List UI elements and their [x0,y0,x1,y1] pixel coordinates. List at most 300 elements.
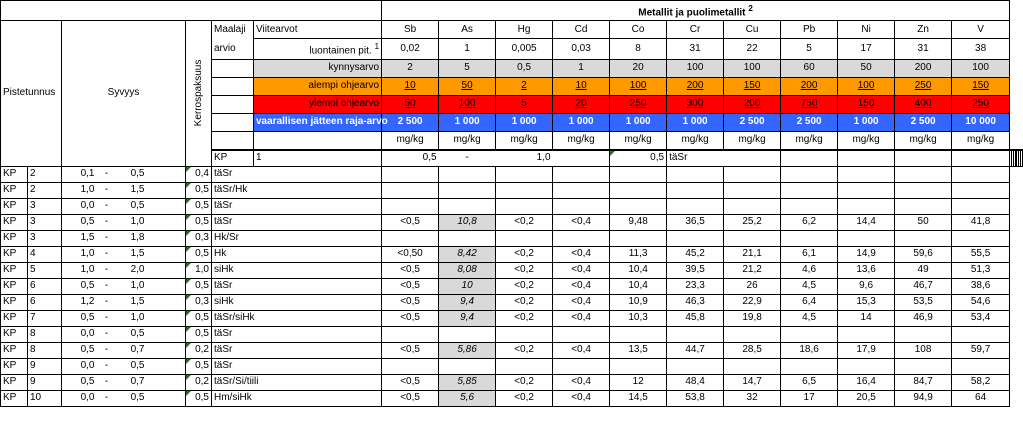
measurement-value: 9,4 [439,310,496,326]
reference-value: 5 [781,39,838,59]
depth-spacer [147,182,186,198]
measurement-value: <0,2 [496,374,553,390]
measurement-value: <0,5 [382,390,439,406]
reference-value: 0,03 [553,39,610,59]
depth-to: 0,5 [117,358,147,374]
measurement-value: 44,7 [667,342,724,358]
measurement-value: 14,5 [610,390,667,406]
soil-type: siHk [212,262,254,278]
measurement-value [781,150,838,167]
measurement-value: 5,85 [439,374,496,390]
depth-spacer [147,198,186,214]
measurement-value [838,150,895,167]
measurement-value [781,358,838,374]
measurement-value: 10,4 [610,262,667,278]
depth-from: 0,0 [62,358,97,374]
point-prefix: KP [1,262,28,278]
measurement-value: <0,5 [382,374,439,390]
measurement-value [838,166,895,182]
measurement-value [724,198,781,214]
measurement-value: 21,2 [724,262,781,278]
measurement-value: 39,5 [667,262,724,278]
header-blank [1,1,382,21]
unit-label: mg/kg [838,131,895,150]
table-row [1,342,1023,358]
reference-value: 100 [952,59,1010,77]
depth-spacer [147,246,186,262]
reference-value: 20 [553,95,610,113]
element-sb: Sb [382,21,439,39]
measurement-value: 4,6 [781,262,838,278]
reference-value: 200 [667,77,724,95]
measurement-value: 5,86 [439,342,496,358]
measurement-value: 8,08 [439,262,496,278]
measurement-value: <0,5 [382,262,439,278]
measurement-value: 53,8 [667,390,724,406]
measurement-value [439,326,496,342]
reference-value: 38 [952,39,1010,59]
soil-type: täSr [212,358,254,374]
measurement-value: <0,4 [553,374,610,390]
measurement-value: 4,5 [781,310,838,326]
header-arvio: arvio [212,39,254,59]
measurement-value: <0,4 [553,278,610,294]
depth-to: 1,8 [117,230,147,246]
point-number: 2 [28,166,62,182]
unit-label: mg/kg [553,131,610,150]
soil-type: täSr/siHk [212,310,254,326]
measurement-value: 12 [610,374,667,390]
measurement-value [724,182,781,198]
measurement-value: 50 [895,214,952,230]
depth-spacer [147,294,186,310]
measurement-value [952,150,1010,167]
measurement-value [382,166,439,182]
point-number: 8 [28,342,62,358]
soil-spacer [254,342,382,358]
layer-thickness: 0,2 [186,342,212,358]
table-row [1,198,1023,214]
measurement-value: 6,1 [781,246,838,262]
depth-from: 1,2 [62,294,97,310]
measurement-value: 46,3 [667,294,724,310]
unit-label: mg/kg [610,131,667,150]
reference-value: 1 000 [496,113,553,131]
soil-spacer [254,278,382,294]
element-v: V [952,21,1010,39]
measurement-value [838,182,895,198]
depth-dash: - [97,230,117,246]
point-number: 2 [28,182,62,198]
soil-spacer [254,358,382,374]
depth-to: 0,7 [117,374,147,390]
soil-spacer [254,326,382,342]
reference-label-sup: 1 [374,41,380,52]
measurement-value: 53,4 [952,310,1010,326]
measurement-value [952,230,1010,246]
point-number: 4 [28,246,62,262]
measurement-value: <0,2 [496,278,553,294]
soil-type: täSr [212,166,254,182]
layer-thickness: 0,2 [186,374,212,390]
header-blank [212,113,254,131]
measurement-value: <0,5 [382,294,439,310]
measurement-value: <0,2 [496,390,553,406]
measurement-value: 59,6 [895,246,952,262]
depth-to: 1,0 [117,310,147,326]
header-blank [212,95,254,113]
measurement-value: 6,2 [781,214,838,230]
depth-from: 1,0 [62,262,97,278]
reference-value: 2 500 [895,113,952,131]
depth-from: 0,0 [62,390,97,406]
measurement-value: <0,4 [553,342,610,358]
reference-value: 2 500 [724,113,781,131]
measurement-value [610,358,667,374]
point-prefix: KP [212,150,254,167]
depth-dash: - [97,294,117,310]
measurement-value [667,198,724,214]
measurement-value: 28,5 [724,342,781,358]
reference-value: 22 [724,39,781,59]
measurement-value: 94,9 [895,390,952,406]
table-row [1,262,1023,278]
depth-dash: - [97,166,117,182]
point-number: 6 [28,278,62,294]
layer-thickness: 0,5 [186,390,212,406]
measurement-value [439,166,496,182]
measurement-value: <0,5 [382,342,439,358]
depth-to: 0,5 [117,326,147,342]
soil-spacer [254,198,382,214]
measurement-value [781,326,838,342]
measurement-value: 25,2 [724,214,781,230]
reference-label-text: luontainen pit. [309,45,372,57]
point-number: 5 [28,262,62,278]
element-ni: Ni [838,21,895,39]
measurement-value: 5,6 [439,390,496,406]
element-co: Co [610,21,667,39]
table-row [1,358,1023,374]
depth-spacer [147,374,186,390]
reference-value: 1 [553,59,610,77]
measurement-value [895,230,952,246]
reference-value: 100 [610,77,667,95]
reference-value: 150 [838,95,895,113]
reference-label [254,59,382,77]
reference-value: 2 [382,59,439,77]
depth-dash: - [97,182,117,198]
measurement-value [496,358,553,374]
measurement-value: <0,4 [553,390,610,406]
point-prefix: KP [1,374,28,390]
depth-from: 0,5 [62,342,97,358]
measurement-value [781,230,838,246]
measurement-value: <0,5 [382,278,439,294]
table-row [1,230,1023,246]
reference-value: 200 [895,59,952,77]
table-row [1,278,1023,294]
depth-spacer [147,214,186,230]
measurement-value: 26 [724,278,781,294]
measurement-value: 8,42 [439,246,496,262]
measurement-value [496,198,553,214]
measurement-value: <0,2 [496,262,553,278]
reference-value: 50 [838,59,895,77]
layer-thickness: 0,5 [186,182,212,198]
measurement-value: 46,7 [895,278,952,294]
measurement-value [439,182,496,198]
soil-type: täSr [667,150,724,167]
depth-spacer [147,342,186,358]
measurement-value [952,166,1010,182]
measurement-value: 10,3 [610,310,667,326]
soil-spacer [254,294,382,310]
measurement-value: 53,5 [895,294,952,310]
soil-type: Hk/Sr [212,230,254,246]
measurement-value: <0,2 [496,342,553,358]
reference-value: 1 000 [610,113,667,131]
reference-label [254,113,388,131]
table-row [1,246,1023,262]
measurement-value: 13,5 [610,342,667,358]
measurement-value: <0,50 [382,246,439,262]
measurement-value: <0,2 [496,214,553,230]
depth-to: 0,5 [117,198,147,214]
measurement-value: <0,5 [382,214,439,230]
table-row [1,374,1023,390]
measurement-value [667,182,724,198]
depth-dash: - [97,310,117,326]
reference-label [254,77,382,95]
reference-value: 250 [610,95,667,113]
reference-value: 100 [838,77,895,95]
measurement-value: 46,9 [895,310,952,326]
measurement-value [667,358,724,374]
measurement-value: 9,48 [610,214,667,230]
measurement-value [724,358,781,374]
depth-spacer [147,390,186,406]
reference-value: 200 [781,77,838,95]
unit-label: mg/kg [496,131,553,150]
soil-spacer [254,262,382,278]
soil-type: täSr [212,214,254,230]
point-number: 9 [28,358,62,374]
measurement-value [781,166,838,182]
layer-thickness: 1,0 [186,262,212,278]
measurement-value: 6,5 [781,374,838,390]
measurement-value [610,166,667,182]
depth-dash: - [97,374,117,390]
layer-thickness: 0,4 [186,166,212,182]
measurement-value: 20,5 [838,390,895,406]
reference-value: 1 000 [553,113,610,131]
depth-spacer [147,326,186,342]
depth-dash: - [97,198,117,214]
measurement-value [895,150,952,167]
soil-type: Hm/siHk [212,390,254,406]
depth-to: 1,5 [117,246,147,262]
measurement-value: 48,4 [667,374,724,390]
element-as: As [439,21,496,39]
measurement-value [496,182,553,198]
measurement-value [610,182,667,198]
reference-value: 5 [496,95,553,113]
measurement-value [724,326,781,342]
depth-from: 0,5 [62,214,97,230]
header-kerrospaksuus-text: Kerrospaksuus [192,60,204,127]
unit-label: mg/kg [724,131,781,150]
measurement-value [439,198,496,214]
soil-spacer [254,390,382,406]
measurement-value [724,166,781,182]
measurement-value: 45,2 [667,246,724,262]
measurement-value: 14,9 [838,246,895,262]
reference-label [254,95,382,113]
measurement-value [838,326,895,342]
header-blank [212,77,254,95]
layer-thickness: 0,5 [186,214,212,230]
measurement-value: <0,5 [382,310,439,326]
header-syvyys: Syvyys [62,21,186,166]
table-row [1,294,1023,310]
soil-spacer [254,214,382,230]
reference-value: 0,005 [496,39,553,59]
measurement-value: 14,7 [724,374,781,390]
reference-value: 10 [382,77,439,95]
depth-spacer [147,310,186,326]
soil-type: täSr/Si/tiili [212,374,254,390]
reference-value: 1 000 [439,113,496,131]
reference-value: 150 [952,77,1010,95]
measurement-value: 108 [895,342,952,358]
point-number: 7 [28,310,62,326]
point-prefix: KP [1,358,28,374]
depth-dash: - [97,278,117,294]
measurement-value [439,230,496,246]
depth-to: 0,5 [117,390,147,406]
measurement-value [382,326,439,342]
depth-spacer [553,150,610,167]
measurement-value: 32 [724,390,781,406]
depth-to: 1,5 [117,294,147,310]
measurement-value [952,358,1010,374]
depth-to: 0,5 [117,166,147,182]
measurement-value: 9,6 [838,278,895,294]
point-number: 8 [28,326,62,342]
element-cr: Cr [667,21,724,39]
depth-from: 0,5 [62,278,97,294]
reference-value: 250 [895,77,952,95]
point-prefix: KP [1,342,28,358]
unit-label: mg/kg [439,131,496,150]
reference-value: 5 [439,59,496,77]
depth-dash: - [97,262,117,278]
measurement-value: 19,8 [724,310,781,326]
measurement-value: 14,4 [838,214,895,230]
point-prefix: KP [1,166,28,182]
depth-from: 0,5 [382,150,439,167]
soil-spacer [724,150,781,167]
soil-type: täSr [212,342,254,358]
measurement-value: 15,3 [838,294,895,310]
measurement-value [895,358,952,374]
point-prefix: KP [1,182,28,198]
measurement-value: 13,6 [838,262,895,278]
layer-thickness: 0,3 [186,230,212,246]
table-row [1,214,1023,230]
soil-spacer [254,230,382,246]
soil-spacer [254,182,382,198]
measurement-value [553,182,610,198]
depth-from: 1,0 [62,182,97,198]
layer-thickness: 0,5 [186,246,212,262]
measurement-value: 23,3 [667,278,724,294]
reference-value: 150 [724,77,781,95]
measurement-value [553,198,610,214]
measurement-value: <0,2 [496,246,553,262]
measurement-value: <0,4 [553,294,610,310]
depth-dash: - [97,342,117,358]
depth-to: 1,0 [117,214,147,230]
depth-to: 2,0 [117,262,147,278]
table-row [1,310,1023,326]
depth-spacer [147,230,186,246]
measurement-value [382,230,439,246]
point-prefix: KP [1,214,28,230]
reference-value: 750 [781,95,838,113]
measurement-value: 10 [439,278,496,294]
reference-value: 1 000 [838,113,895,131]
measurement-value: 21,1 [724,246,781,262]
reference-value: 200 [724,95,781,113]
point-prefix: KP [1,294,28,310]
reference-value: 100 [724,59,781,77]
measurement-value: 18,6 [781,342,838,358]
measurement-value [496,230,553,246]
depth-dash: - [97,246,117,262]
point-prefix: KP [1,246,28,262]
depth-from: 0,5 [62,310,97,326]
depth-dash: - [97,214,117,230]
header-blank [212,59,254,77]
measurement-value [952,182,1010,198]
table-row [1,166,1023,182]
measurement-value: 38,6 [952,278,1010,294]
header-blank [212,131,254,150]
depth-spacer [147,166,186,182]
reference-value: 10 [553,77,610,95]
measurement-value: <0,4 [553,214,610,230]
element-zn: Zn [895,21,952,39]
point-number: 10 [28,390,62,406]
measurement-value: 14 [838,310,895,326]
reference-label-text: kynnysarvo [328,62,380,74]
measurement-value: 59,7 [952,342,1010,358]
header-kerrospaksuus [186,21,212,166]
measurement-value [952,198,1010,214]
measurement-value [838,230,895,246]
measurement-value: 36,5 [667,214,724,230]
measurement-value: 10,4 [610,278,667,294]
reference-value: 0,5 [496,59,553,77]
depth-dash: - [97,326,117,342]
measurement-value: 55,5 [952,246,1010,262]
measurement-value: 58,2 [952,374,1010,390]
measurement-value [781,198,838,214]
header-pistetunnus: Pistetunnus [1,21,62,166]
measurement-value: 10,9 [610,294,667,310]
